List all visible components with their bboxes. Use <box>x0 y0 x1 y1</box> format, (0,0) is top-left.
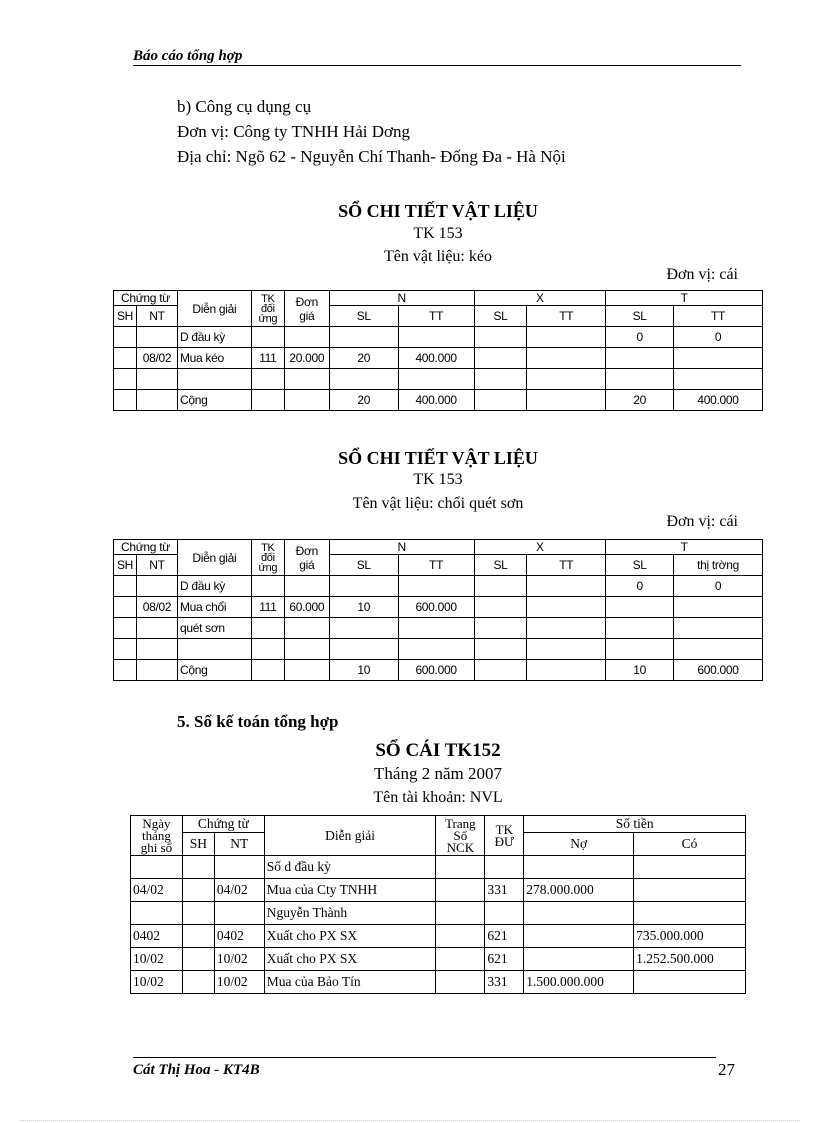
cell-xsl <box>474 327 527 348</box>
cell-nsl <box>329 576 398 597</box>
n-header: N <box>329 540 474 555</box>
cell-tsl: 20 <box>606 390 674 411</box>
cell-page <box>436 971 485 994</box>
cell-desc: Mua của Cty TNHH <box>264 879 436 902</box>
cell-tk: 331 <box>485 879 524 902</box>
page-header: Trang Sổ NCK <box>436 816 485 856</box>
cell-sh <box>114 660 137 681</box>
cell-sh <box>182 971 214 994</box>
cell-nt: 10/02 <box>214 948 264 971</box>
ledger2-material: Tên vật liệu: chổi quét sơn <box>352 495 524 512</box>
table-row <box>131 902 746 925</box>
cell-price <box>284 390 329 411</box>
cell-tsl <box>606 597 674 618</box>
cell-desc: quét sơn <box>177 618 251 639</box>
cell-xtt <box>527 348 606 369</box>
cell-debit <box>524 925 634 948</box>
cell-sh <box>114 576 137 597</box>
cell-desc: Cộng <box>177 660 251 681</box>
cell-nt <box>214 902 264 925</box>
cell-xtt <box>527 618 606 639</box>
cell-nt <box>136 618 177 639</box>
cell-desc <box>177 639 251 660</box>
cell-credit: 1.252.500.000 <box>634 948 746 971</box>
cell-xsl <box>474 390 527 411</box>
cell-tk <box>251 618 284 639</box>
cell-debit: 1.500.000.000 <box>524 971 634 994</box>
cell-desc <box>177 369 251 390</box>
cell-tsl: 0 <box>606 576 674 597</box>
t-header: T <box>606 291 763 306</box>
cell-xtt <box>527 576 606 597</box>
cell-page <box>436 856 485 879</box>
x-sl-header: SL <box>474 555 527 576</box>
cell-tk: 111 <box>251 348 284 369</box>
cell-xsl <box>474 639 527 660</box>
ledger1-material: Tên vật liệu: kéo <box>384 248 492 265</box>
cell-sh <box>182 902 214 925</box>
cell-desc: D đầu kỳ <box>177 576 251 597</box>
cell-sh <box>114 618 137 639</box>
cell-xsl <box>474 576 527 597</box>
cell-price: 60.000 <box>284 597 329 618</box>
cell-credit <box>634 856 746 879</box>
cell-tk: 331 <box>485 971 524 994</box>
cell-debit <box>524 902 634 925</box>
cell-nt: 0402 <box>214 925 264 948</box>
x-header: X <box>474 291 606 306</box>
cell-desc: D đầu kỳ <box>177 327 251 348</box>
cell-ttt <box>674 348 763 369</box>
voucher-header: Chứng từ <box>182 816 264 833</box>
cell-ntt <box>398 618 474 639</box>
ledger2-table <box>113 539 763 681</box>
table-row <box>114 660 763 681</box>
cell-tk: 621 <box>485 925 524 948</box>
n-tt-header: TT <box>398 555 474 576</box>
table-row <box>114 618 763 639</box>
cell-nsl <box>329 618 398 639</box>
cell-ntt: 400.000 <box>398 348 474 369</box>
sh-header: SH <box>114 555 137 576</box>
cell-credit: 735.000.000 <box>634 925 746 948</box>
x-header: X <box>474 540 606 555</box>
ledger2-account: TK 153 <box>413 471 463 488</box>
cell-nt <box>136 369 177 390</box>
general-month: Tháng 2 năm 2007 <box>374 764 502 783</box>
ledger2-title: SỔ CHI TIẾT VẬT LIỆU <box>338 448 538 468</box>
cell-nt <box>136 660 177 681</box>
cell-nt: 08/02 <box>136 597 177 618</box>
t-sl-header: SL <box>606 555 674 576</box>
cell-debit: 278.000.000 <box>524 879 634 902</box>
page-number: 27 <box>718 1060 735 1079</box>
cell-tsl <box>606 369 674 390</box>
cell-debit <box>524 856 634 879</box>
ledger1-table <box>113 290 763 411</box>
desc-header: Diễn giải <box>264 816 436 856</box>
ledger1-title: SỔ CHI TIẾT VẬT LIỆU <box>338 201 538 221</box>
cell-nsl: 10 <box>329 597 398 618</box>
x-sl-header: SL <box>474 306 527 327</box>
t-sl-header: SL <box>606 306 674 327</box>
voucher-header: Chứng từ <box>114 540 178 555</box>
price-header: Đơn giá <box>284 540 329 576</box>
cell-sh <box>114 597 137 618</box>
cell-sh <box>182 879 214 902</box>
table-row <box>114 348 763 369</box>
cell-tsl <box>606 618 674 639</box>
cell-ntt: 400.000 <box>398 390 474 411</box>
cell-sh <box>182 948 214 971</box>
cell-tsl <box>606 348 674 369</box>
ledger2-unit: Đơn vị: cái <box>666 513 738 530</box>
cell-desc: Xuất cho PX SX <box>264 948 436 971</box>
footer-author: Cát Thị Hoa - KT4B <box>133 1062 260 1078</box>
cell-price: 20.000 <box>284 348 329 369</box>
cell-desc: Mua kéo <box>177 348 251 369</box>
cell-sh <box>114 348 137 369</box>
table-row <box>131 879 746 902</box>
cell-nsl: 20 <box>329 348 398 369</box>
cell-xtt <box>527 639 606 660</box>
x-tt-header: TT <box>527 555 606 576</box>
cell-date <box>131 902 183 925</box>
cell-xsl <box>474 369 527 390</box>
n-sl-header: SL <box>329 555 398 576</box>
cell-date <box>131 856 183 879</box>
cell-xsl <box>474 348 527 369</box>
general-ledger-table <box>130 815 746 994</box>
tk-header: TK đối ứng <box>251 540 284 576</box>
table-row <box>114 639 763 660</box>
cell-tk <box>251 639 284 660</box>
voucher-header: Chứng từ <box>114 291 178 306</box>
cell-xsl <box>474 660 527 681</box>
cell-sh <box>114 327 137 348</box>
ledger1-header-row <box>114 291 763 306</box>
section-5-heading: 5. Sổ kế toán tổng hợp <box>177 712 339 731</box>
cell-ttt: 0 <box>674 327 763 348</box>
cell-nt: 04/02 <box>214 879 264 902</box>
cell-sh <box>114 639 137 660</box>
table-row <box>114 597 763 618</box>
cell-ttt: 400.000 <box>674 390 763 411</box>
cell-ntt: 600.000 <box>398 597 474 618</box>
cell-nsl <box>329 369 398 390</box>
ledger1-unit: Đơn vị: cái <box>666 266 738 283</box>
n-sl-header: SL <box>329 306 398 327</box>
cell-nt <box>136 639 177 660</box>
cell-xtt <box>527 597 606 618</box>
cell-date: 0402 <box>131 925 183 948</box>
cell-desc: Mua chổi <box>177 597 251 618</box>
sh-header: SH <box>114 306 137 327</box>
cell-price <box>284 369 329 390</box>
nt-header: NT <box>136 306 177 327</box>
cell-nsl <box>329 639 398 660</box>
table-row <box>114 369 763 390</box>
cell-desc: Mua của Bảo Tín <box>264 971 436 994</box>
desc-header: Diễn giải <box>177 291 251 327</box>
cell-ttt <box>674 618 763 639</box>
cell-credit <box>634 902 746 925</box>
cell-ttt: 600.000 <box>674 660 763 681</box>
cell-nt <box>136 576 177 597</box>
cell-nt: 08/02 <box>136 348 177 369</box>
amount-header: Số tiền <box>524 816 746 833</box>
tk-header: TK ĐƯ <box>485 816 524 856</box>
ledger2-header-row <box>114 540 763 555</box>
cell-sh <box>182 856 214 879</box>
cell-ntt <box>398 369 474 390</box>
cell-desc: Cộng <box>177 390 251 411</box>
cell-xsl <box>474 597 527 618</box>
cell-page <box>436 879 485 902</box>
t-tt-header: TT <box>674 306 763 327</box>
price-header: Đơn giá <box>284 291 329 327</box>
table-row <box>131 948 746 971</box>
cell-tk <box>251 660 284 681</box>
cell-sh <box>182 925 214 948</box>
table-row <box>131 971 746 994</box>
cell-credit <box>634 879 746 902</box>
general-title: SỔ CÁI TK152 <box>375 740 501 761</box>
cell-price <box>284 618 329 639</box>
cell-ttt <box>674 597 763 618</box>
cell-sh <box>114 390 137 411</box>
desc-header: Diễn giải <box>177 540 251 576</box>
table-row <box>114 576 763 597</box>
header-divider <box>133 65 741 66</box>
cell-ttt: 0 <box>674 576 763 597</box>
cell-tk: 111 <box>251 597 284 618</box>
cell-nsl: 10 <box>329 660 398 681</box>
general-header-row <box>131 816 746 833</box>
cell-tk <box>485 902 524 925</box>
page-bottom-border <box>20 1120 800 1121</box>
x-tt-header: TT <box>527 306 606 327</box>
cell-nt <box>136 390 177 411</box>
cell-page <box>436 925 485 948</box>
cell-xtt <box>527 660 606 681</box>
footer-divider <box>133 1057 716 1058</box>
info-line-1: b) Công cụ dụng cụ <box>177 97 312 116</box>
cell-tk <box>485 856 524 879</box>
cell-tk <box>251 369 284 390</box>
cell-date: 10/02 <box>131 971 183 994</box>
cell-desc: Xuất cho PX SX <box>264 925 436 948</box>
cell-ntt <box>398 639 474 660</box>
cell-price <box>284 576 329 597</box>
t-tt-header: thị trờng <box>674 555 763 576</box>
general-account-name: Tên tài khoản: NVL <box>373 789 503 806</box>
cell-price <box>284 660 329 681</box>
cell-tsl: 10 <box>606 660 674 681</box>
info-line-3: Địa chỉ: Ngõ 62 - Nguyễn Chí Thanh- Đống Đa - Hà Nội <box>177 147 566 166</box>
credit-header: Có <box>634 833 746 856</box>
cell-price <box>284 327 329 348</box>
sh-header: SH <box>182 833 214 856</box>
cell-credit <box>634 971 746 994</box>
cell-xtt <box>527 390 606 411</box>
date-header: Ngày tháng ghi sổ <box>131 816 183 856</box>
debit-header: Nợ <box>524 833 634 856</box>
cell-nsl: 20 <box>329 390 398 411</box>
ledger1-account: TK 153 <box>413 225 463 242</box>
cell-ntt <box>398 327 474 348</box>
table-row <box>114 327 763 348</box>
cell-tk <box>251 576 284 597</box>
info-line-2: Đơn vị: Công ty TNHH Hải Dơng <box>177 122 410 141</box>
cell-nt <box>136 327 177 348</box>
n-tt-header: TT <box>398 306 474 327</box>
tk-header: TK đối ứng <box>251 291 284 327</box>
cell-nt: 10/02 <box>214 971 264 994</box>
cell-ttt <box>674 639 763 660</box>
cell-date: 10/02 <box>131 948 183 971</box>
cell-tsl: 0 <box>606 327 674 348</box>
cell-tk <box>251 327 284 348</box>
cell-ttt <box>674 369 763 390</box>
cell-xsl <box>474 618 527 639</box>
table-row <box>114 390 763 411</box>
table-row <box>131 925 746 948</box>
cell-tk: 621 <box>485 948 524 971</box>
cell-nt <box>214 856 264 879</box>
cell-tsl <box>606 639 674 660</box>
page-header: Báo cáo tổng hợp <box>133 48 243 64</box>
cell-page <box>436 902 485 925</box>
cell-xtt <box>527 327 606 348</box>
t-header: T <box>606 540 763 555</box>
cell-page <box>436 948 485 971</box>
cell-debit <box>524 948 634 971</box>
nt-header: NT <box>136 555 177 576</box>
cell-desc: Nguyễn Thành <box>264 902 436 925</box>
cell-sh <box>114 369 137 390</box>
cell-ntt: 600.000 <box>398 660 474 681</box>
table-row <box>131 856 746 879</box>
cell-desc: Số d đầu kỳ <box>264 856 436 879</box>
nt-header: NT <box>214 833 264 856</box>
cell-date: 04/02 <box>131 879 183 902</box>
cell-xtt <box>527 369 606 390</box>
cell-tk <box>251 390 284 411</box>
cell-ntt <box>398 576 474 597</box>
cell-price <box>284 639 329 660</box>
n-header: N <box>329 291 474 306</box>
cell-nsl <box>329 327 398 348</box>
